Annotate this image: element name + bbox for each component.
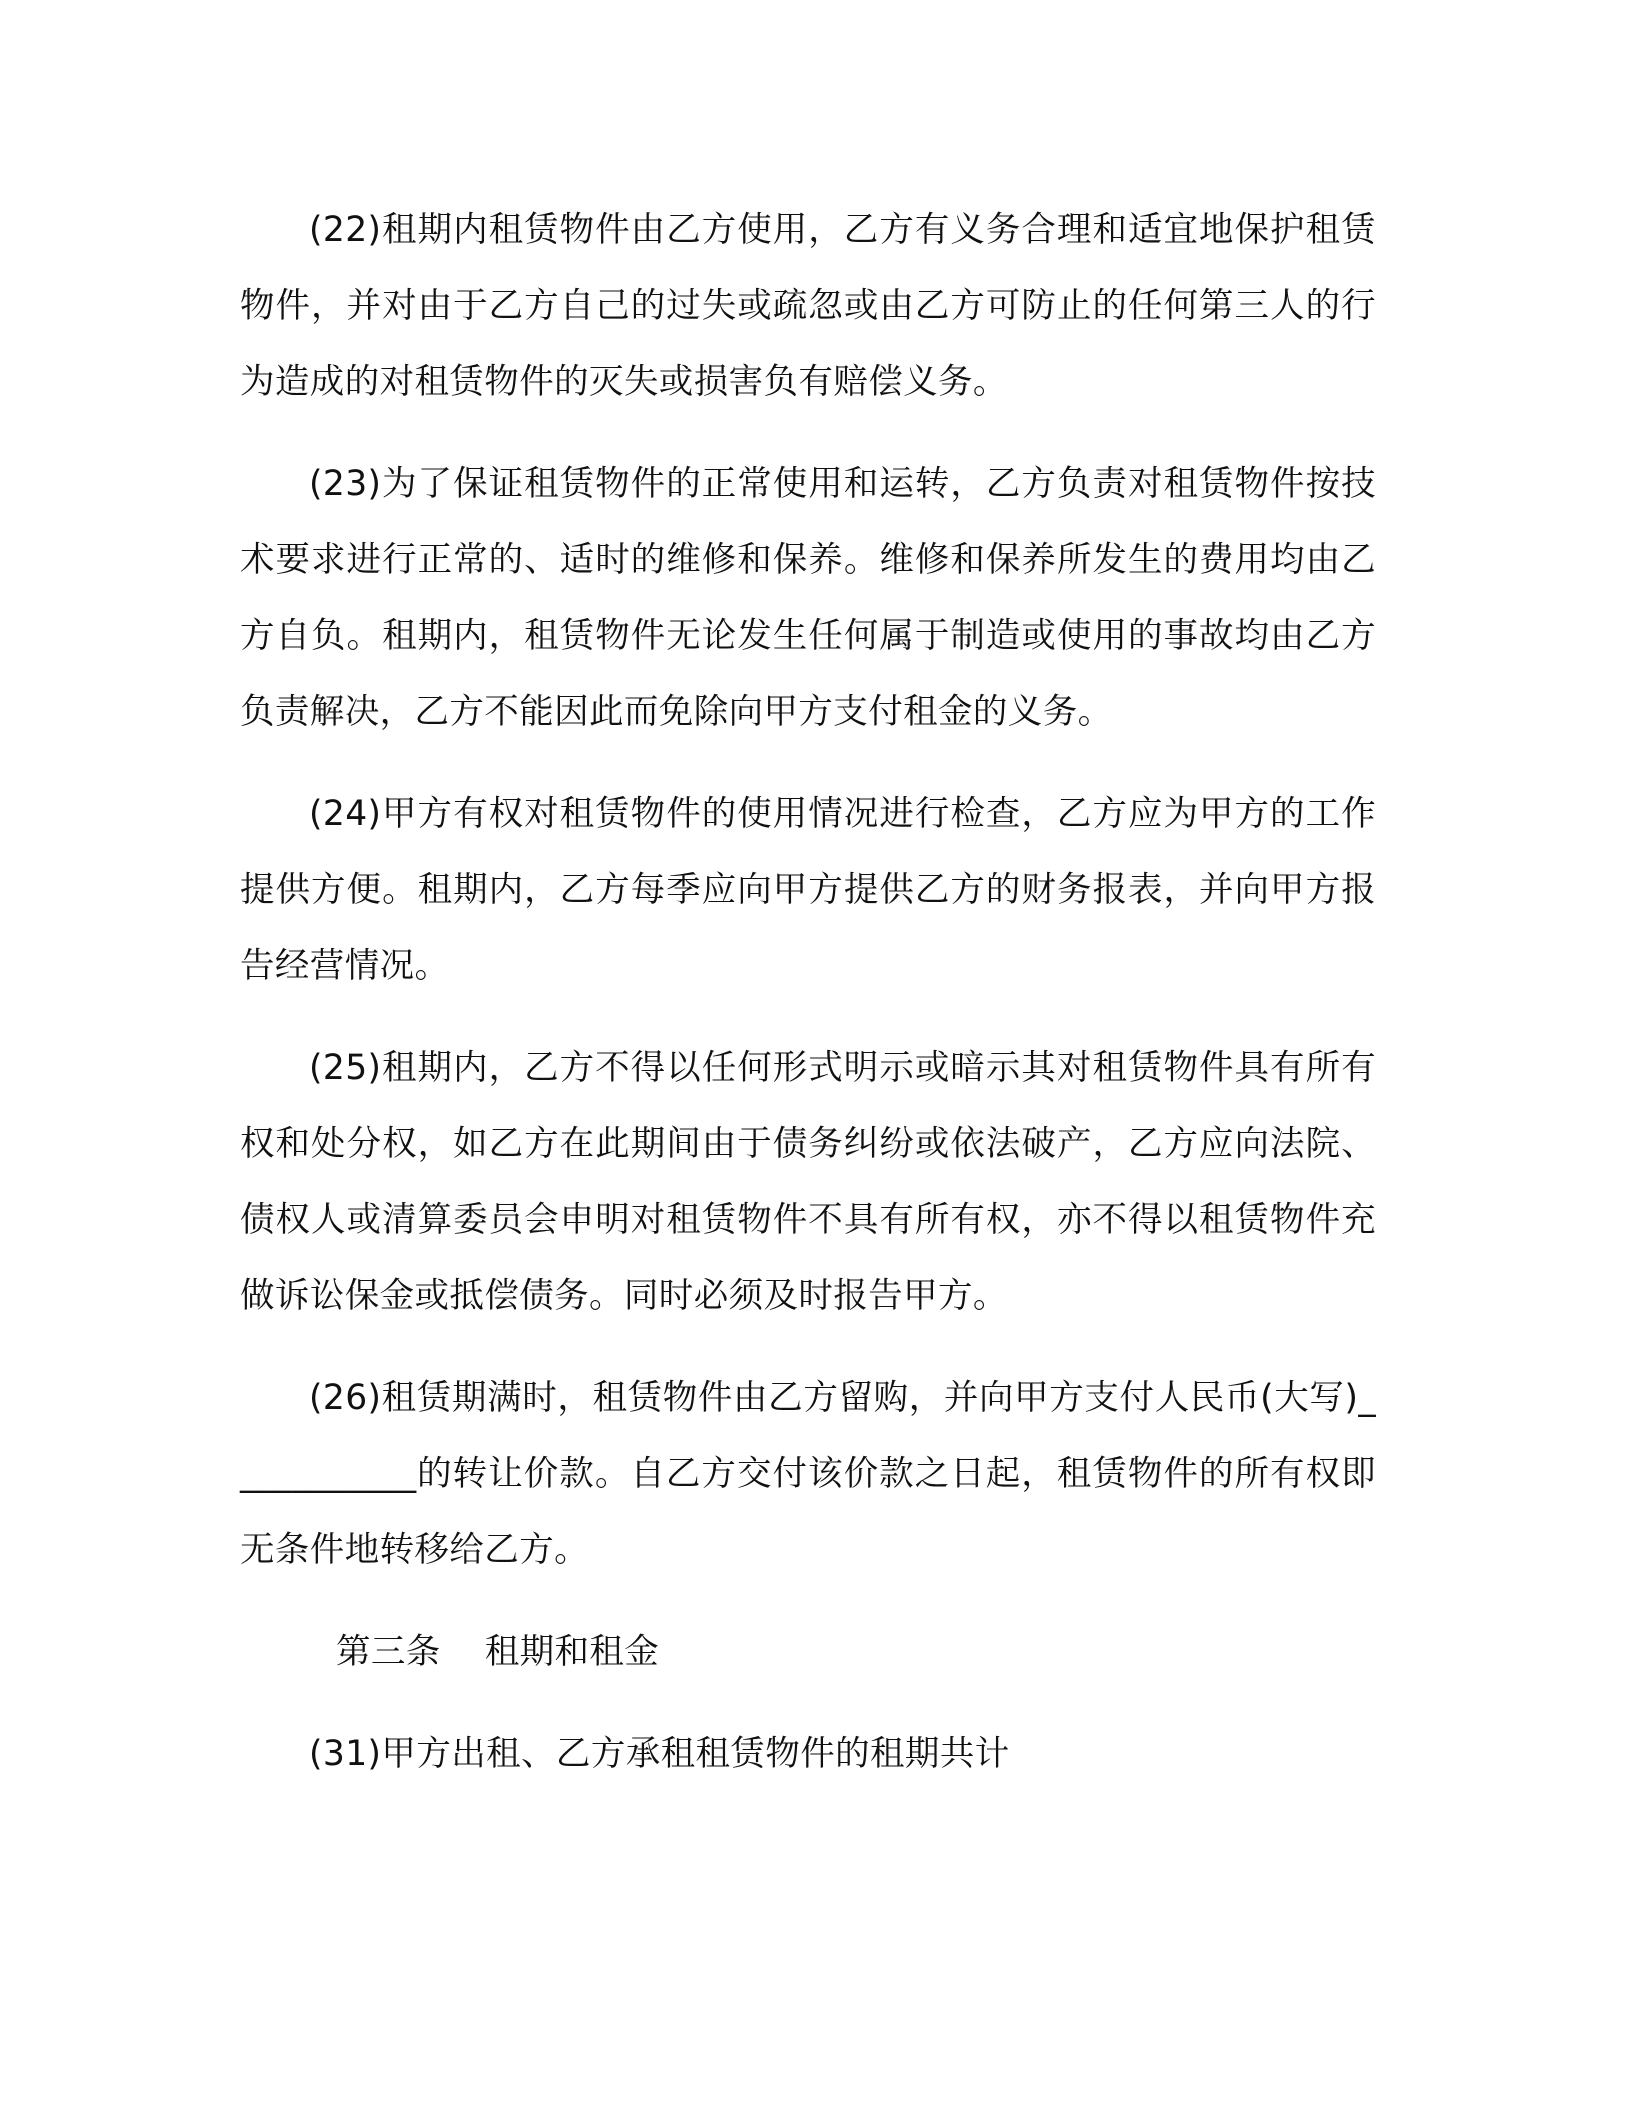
- section-title: 租期和租金: [484, 1632, 660, 1672]
- clause-23: (23)为了保证租赁物件的正常使用和运转，乙方负责对租赁物件按技术要求进行正常的、适时的维修和保养。维修和保养所发生的费用均由乙方自负。租期内，租赁物件无论发生任何属于制造或使用的事故均由乙方负责解决，乙方不能因此而免除向甲方支付租金的义务。: [240, 464, 1376, 732]
- clause-24: (24)甲方有权对租赁物件的使用情况进行检查，乙方应为甲方的工作提供方便。租期内，乙方每季应向甲方提供乙方的财务报表，并向甲方报告经营情况。: [240, 794, 1376, 986]
- clause-31: (31)甲方出租、乙方承租租赁物件的租期共计: [309, 1734, 1010, 1774]
- clause-25: (25)租期内，乙方不得以任何形式明示或暗示其对租赁物件具有所有权和处分权，如乙方在此期间由于债务纠纷或依法破产，乙方应向法院、债权人或清算委员会申明对租赁物件不具有所有权，亦不得以租赁物件充做诉讼保金或抵偿债务。同时必须及时报告甲方。: [240, 1048, 1376, 1316]
- clause-22: (22)租期内租赁物件由乙方使用，乙方有义务合理和适宜地保护租赁物件，并对由于乙方自己的过失或疏忽或由乙方可防止的任何第三人的行为造成的对租赁物件的灭失或损害负有赔偿义务。: [240, 210, 1376, 402]
- document-body: [240, 192, 1376, 1818]
- section-heading: [240, 1614, 1376, 1690]
- clause-26: (26)租赁期满时，租赁物件由乙方留购，并向甲方支付人民币(大写)___________的转让价款。自乙方交付该价款之日起，租赁物件的所有权即无条件地转移给乙方。: [240, 1378, 1376, 1570]
- section-number: 第三条: [336, 1632, 441, 1672]
